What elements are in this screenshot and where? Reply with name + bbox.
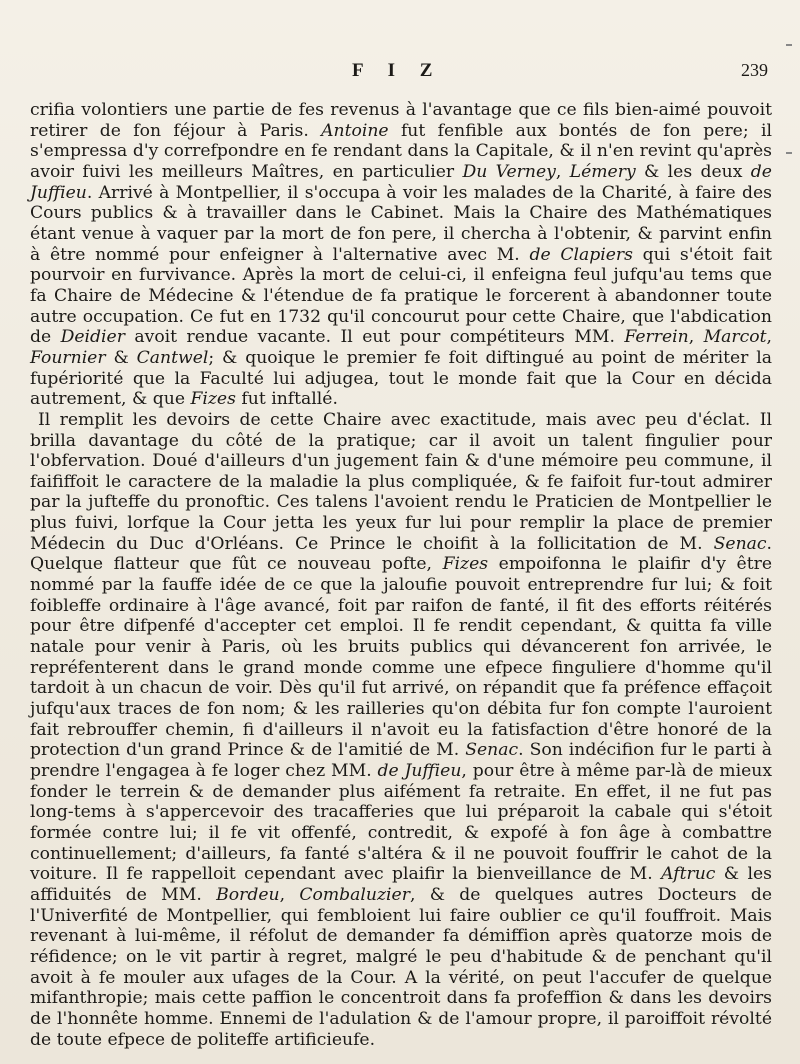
italic-name: Senac [713,533,767,554]
text-run: , [688,327,704,348]
italic-name: Fizes [442,554,489,575]
text-run: , [555,161,570,182]
italic-name: Senac [465,740,519,761]
text-run: avoit rendue vacante. Il eut pour compétiteurs MM. [124,327,625,348]
italic-name: de Clapiers [529,244,633,265]
italic-name: Fournier [30,347,106,368]
italic-name: Lémery [569,161,636,182]
text-run: , [279,884,300,905]
italic-name: Aftruc [661,864,716,885]
text-run: . Arrivé à Montpellier, il s'occupa à voir les malades de la Charité, à faire des Cours publics & à travailler dans le Cabinet. Mais la Chaire des Mathématiques étant venue à vaquer par la mort de fon pere, il chercha à l'obtenir, & parvint enfin à être nommé pour enfeigner à l'alternative avec M. [30,182,772,265]
margin-mark [786,44,792,46]
paragraph [30,410,772,1050]
text-run: . Son indécifion fur le parti à prendre l'engagea à fe loger chez MM. [30,740,772,781]
text-run: empoifonna le plaifir d'y être nommé par la fauffe idée de ce que la jaloufie pouvoit entreprendre fur lui; & foit foibleffe ordinaire à l'âge avancé, foit par raifon de fanté, il fit des efforts réitérés pour être difpenfé d'accepter cet emploi. Il fe rendit cependant, & quitta fa ville natale pour venir à Paris, où les bruits publics qui dévancerent fon arrivée, le repréfenterent dans le grand monde comme une efpece finguliere d'homme qu'il tardoit à un chacun de voir. Dès qu'il fut arrivé, on répandit que fa préfence effaçoit jufqu'aux traces de fon nom; & les railleries qu'on débita fur fon compte l'auroient fait rebrouffer chemin, fi d'ailleurs il n'avoit eu la fatisfaction d'être honoré de la protection d'un grand Prince & de l'amitié de M. [30,554,772,761]
text-run: , & de quelques autres Docteurs de l'Univerfité de Montpellier, qui fembloient lui faire oublier ce qu'il fouffroit. Mais revenant à lui-même, il réfolut de demander fa démiffion après quatorze mois de réfidence; on le vit partir à regret, malgré le peu d'habitude & de penchant qu'il avoit à fe mouler aux ufages de la Cour. A la vérité, on peut l'accufer de quelque mifanthropie; mais cette paffion le concentroit dans fa profeffion & dans les devoirs de l'honnête homme. Ennemi de l'adulation & de l'amour propre, il paroiffoit révolté de toute efpece de politeffe artificieufe. [30,884,772,1050]
italic-name: Combaluzier [299,884,410,905]
italic-name: Antoine [321,120,389,141]
running-head: F I Z [352,60,443,81]
italic-name: Fizes [190,389,236,410]
italic-name: Ferrein [624,327,689,348]
body-text [30,100,772,1050]
italic-name: Deidier [60,327,125,348]
text-run: crifia volontiers une partie de fes revenus à l'avantage que ce fils bien-aimé pouvoit retirer de fon féjour à Paris. [30,100,772,141]
page-number: 239 [741,60,768,80]
italic-name: de Juffieu [30,161,772,203]
italic-name: Bordeu [216,884,280,905]
text-run: , [766,327,772,348]
text-run: ; & quoique le premier fe foit diftingué au point de mériter la fupériorité que la Faculté lui adjugea, tout le monde fait que la Cour en décida autrement, & que [30,347,772,410]
page-header [0,60,800,90]
text-run: qui s'étoit fait pourvoir en furvivance. Après la mort de celui-ci, il enfeigna feul jufqu'au tems que fa Chaire de Médecine & l'étendue de fa pratique le forcerent à abandonner toute autre occupation. Ce fut en 1732 qu'il concourut pour cette Chaire, que l'abdication de [30,244,772,348]
text-run: . Quelque flatteur que fût ce nouveau pofte, [30,533,772,575]
text-run: fut inftallé. [235,389,338,410]
italic-name: de Juffieu [377,761,462,781]
paragraph [30,100,772,410]
text-run: & les affiduités de MM. [30,864,772,905]
text-run: , pour être à même par-là de mieux fonder le terrein & de demander plus aifément fa retraite. En effet, il ne fut pas long-tems à s'appercevoir des tracafferies que lui préparoit la cabale qui s'étoit formée contre lui; il fe vit offenfé, contredit, & expofé à fon âge à combattre continuellement; d'ailleurs, fa fanté s'altéra & il ne pouvoit fouffrir le cahot de la voiture. Il fe rappelloit cependant avec plaifir la bienveillance de M. [30,761,773,885]
text-run: Il remplit les devoirs de cette Chaire avec exactitude, mais avec peu d'éclat. Il brilla davantage du côté de la pratique; car il avoit un talent fingulier pour l'obfervation. Doué d'ailleurs d'un jugement fain & d'une mémoire peu commune, il faififfoit le caractere de la maladie la plus compliquée, & fe faifoit fur-tout admirer par la jufteffe du pronoftic. Ces talens l'avoient rendu le Praticien de Montpellier le plus fuivi, lorfque la Cour jetta les yeux fur lui pour remplir la place de premier Médecin du Duc d'Orléans. Ce Prince le choifit à la follicitation de M. [30,409,772,554]
italic-name: Marcot [703,327,767,348]
text-run: & [105,347,137,368]
italic-name: Du Verney [462,161,556,182]
margin-mark [786,152,792,154]
text-run: fut fenfible aux bontés de fon pere; il s'empressa d'y correfpondre en fe rendant dans la Capitale, & il n'en revint qu'après avoir fuivi les meilleurs Maîtres, en particulier [30,120,772,182]
italic-name: Cantwel [136,347,209,368]
text-run: & les deux [635,161,751,182]
